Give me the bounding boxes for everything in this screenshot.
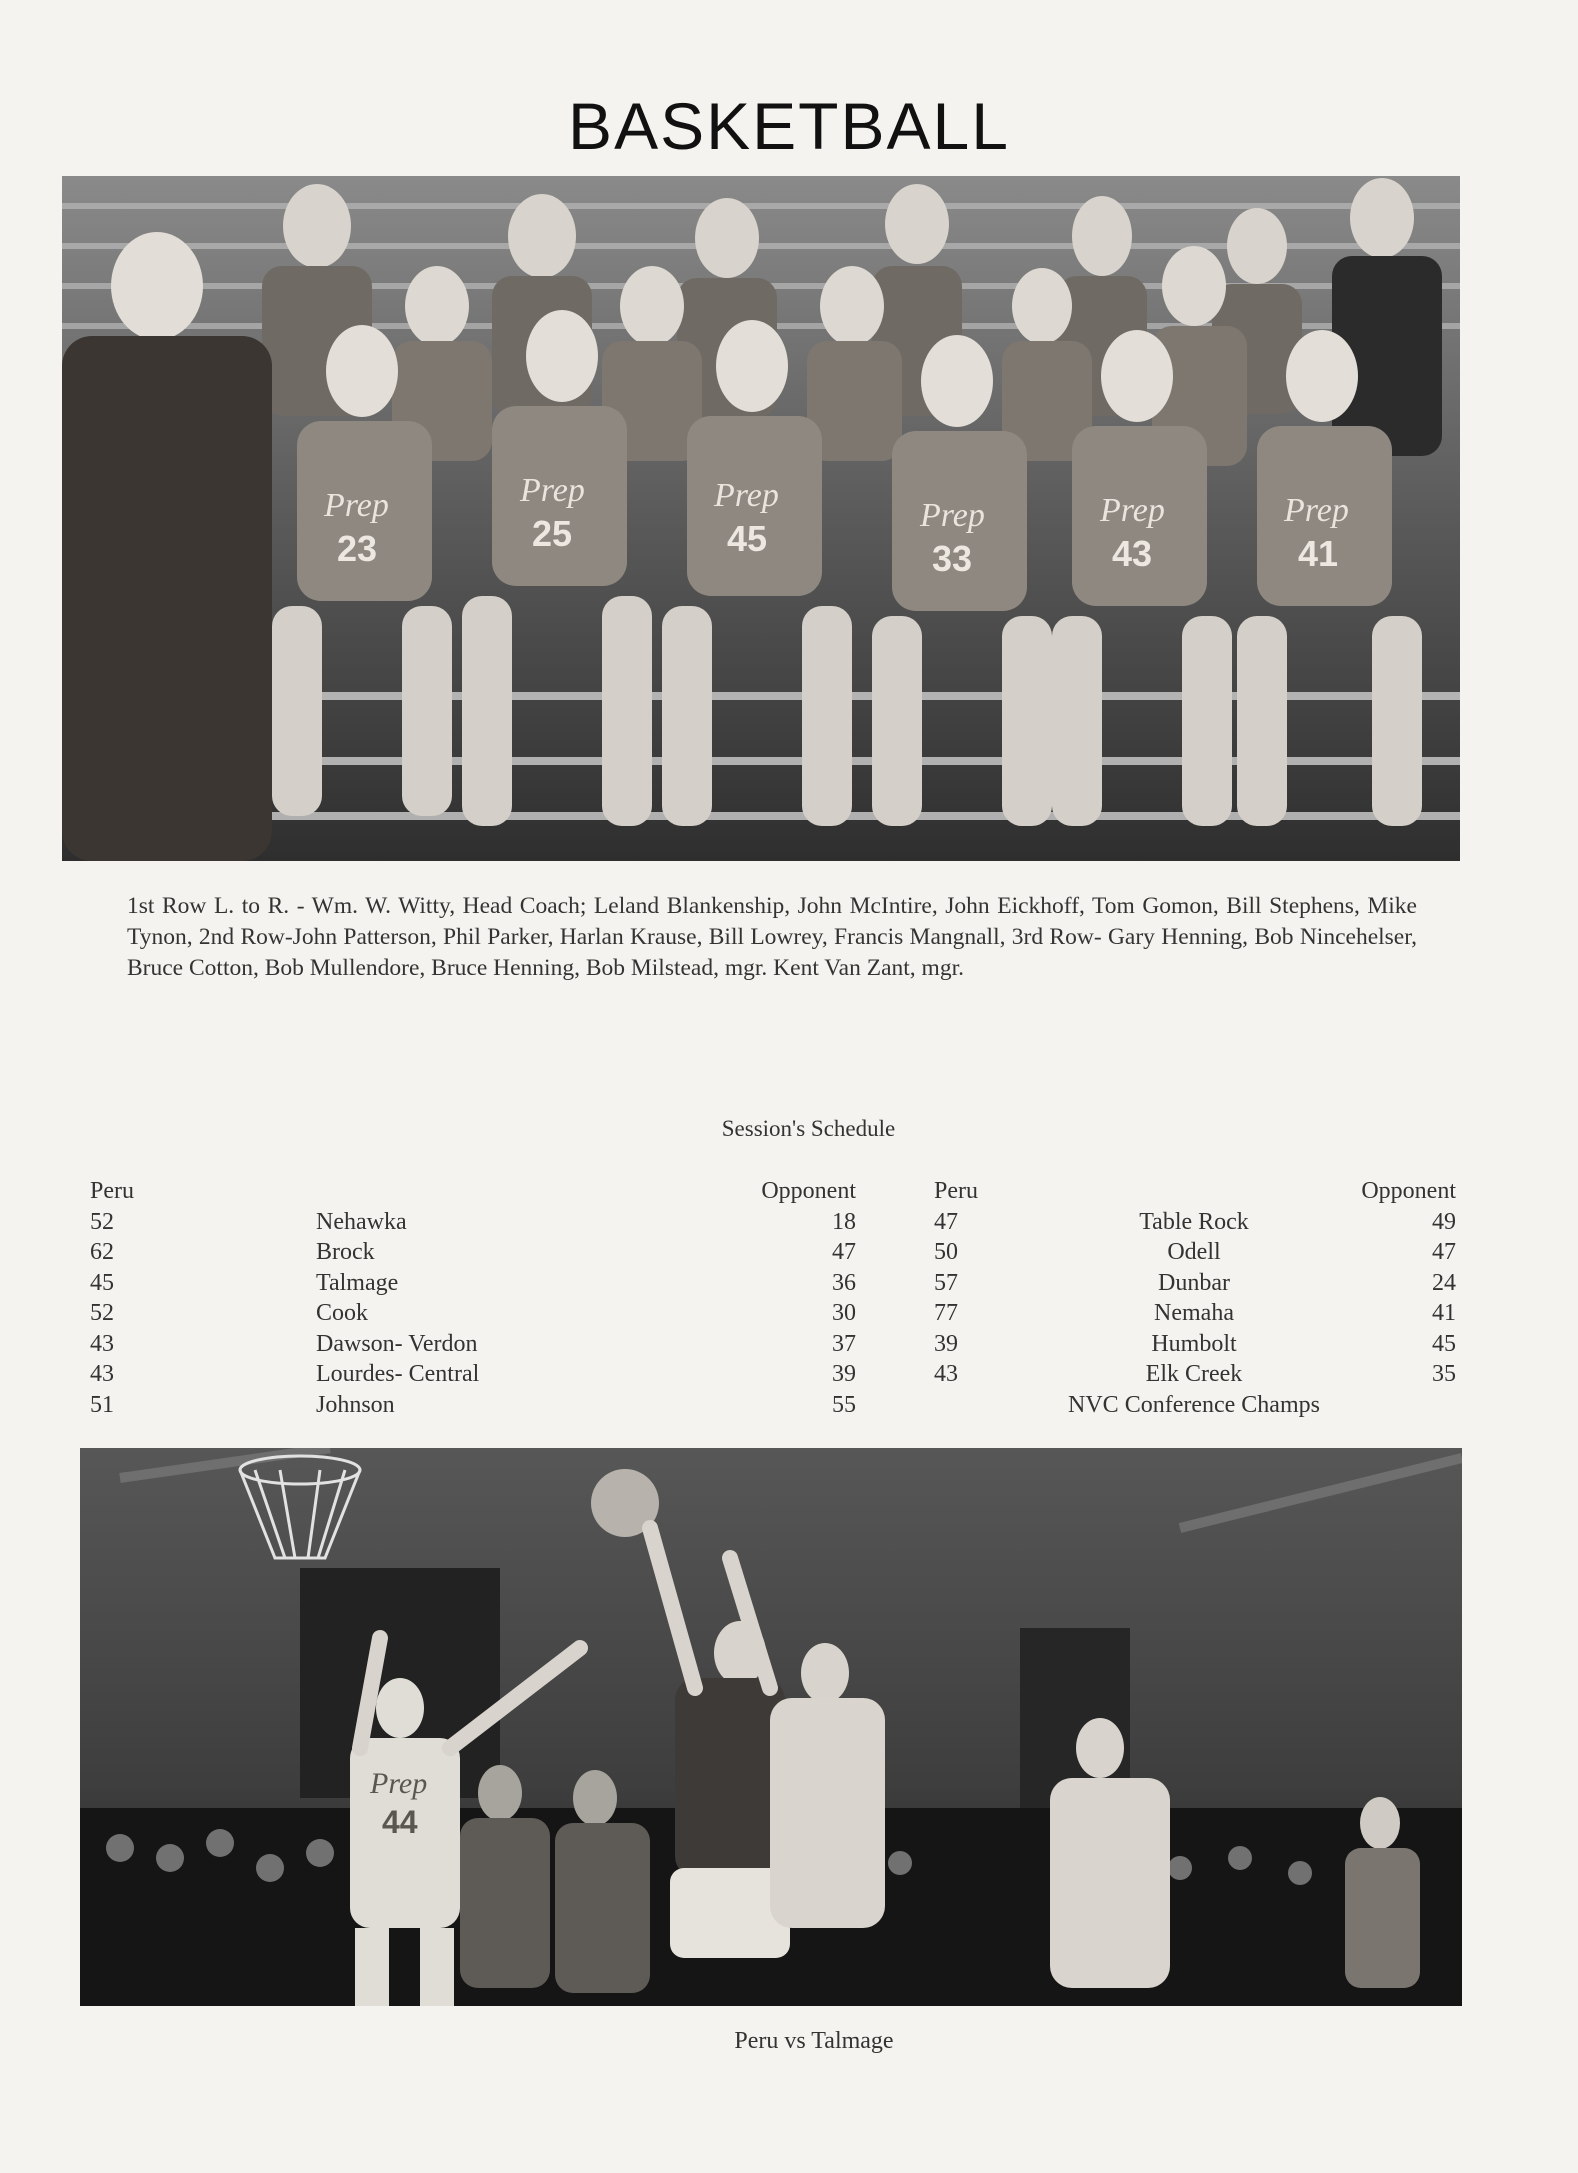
jersey-number: 25: [532, 513, 573, 554]
opponent-score-right: 41: [1432, 1300, 1456, 1326]
schedule-title: Session's Schedule: [721, 1116, 896, 1141]
team-photo: [62, 176, 1460, 861]
schedule-row: [90, 1207, 1456, 1238]
peru-score-left: 52: [90, 1300, 114, 1326]
opponent-name-left: Talmage: [316, 1269, 399, 1296]
opponent-score-right: 24: [1432, 1269, 1456, 1296]
opponent-name-right: Nemaha: [1154, 1300, 1234, 1326]
opponent-score-left: 47: [832, 1239, 856, 1265]
opponent-name-right: Table Rock: [1139, 1208, 1249, 1235]
peru-score-right: 39: [934, 1330, 958, 1357]
schedule-row: [90, 1329, 1456, 1360]
peru-score-right: 43: [934, 1361, 958, 1387]
jersey-word: Prep: [1284, 492, 1349, 529]
peru-score-right: [856, 1390, 1054, 1421]
peru-score-left: 45: [90, 1269, 114, 1296]
opponent-name-left: Brock: [316, 1239, 375, 1265]
jersey-number: 23: [337, 528, 378, 569]
opponent-name-right: Humbolt: [1151, 1330, 1237, 1357]
jersey-word: Prep: [714, 477, 779, 514]
opponent-name-right: Elk Creek: [1145, 1361, 1243, 1387]
header-peru-left: Peru: [90, 1178, 134, 1204]
peru-score-right: 57: [934, 1269, 958, 1296]
opponent-score-left: 18: [832, 1208, 856, 1235]
header-opponent-right: Opponent: [1361, 1178, 1456, 1204]
jersey-word: Prep: [920, 497, 985, 534]
peru-score-right: 50: [934, 1239, 958, 1265]
game-jersey-number: 44: [382, 1804, 418, 1840]
opponent-name-left: Nehawka: [316, 1208, 407, 1235]
opponent-name-left: Cook: [316, 1300, 369, 1326]
opponent-name-left: Johnson: [316, 1391, 395, 1418]
opponent-score-right: 47: [1432, 1239, 1456, 1265]
jersey-number: 33: [932, 538, 973, 579]
opponent-name-left: Dawson- Verdon: [316, 1330, 478, 1357]
game-photo-caption: Peru vs Talmage: [734, 2028, 894, 2054]
conference-note: NVC Conference Champs: [1068, 1391, 1320, 1418]
peru-score-left: 43: [90, 1330, 114, 1357]
jersey-word: Prep: [324, 487, 389, 524]
schedule-row: [90, 1237, 1456, 1268]
peru-score-right: 77: [934, 1300, 958, 1326]
peru-score-left: 62: [90, 1239, 114, 1265]
opponent-score-left: 30: [832, 1300, 856, 1326]
peru-score-left: 51: [90, 1391, 114, 1418]
opponent-name-right: Dunbar: [1158, 1269, 1230, 1296]
peru-score-left: 52: [90, 1208, 114, 1235]
opponent-name-left: Lourdes- Central: [316, 1361, 480, 1387]
opponent-score-right: 35: [1432, 1361, 1456, 1387]
team-photo-image: [62, 176, 1460, 861]
opponent-score-left: 37: [832, 1330, 856, 1357]
jersey-number: 43: [1112, 533, 1153, 574]
peru-score-left: 43: [90, 1361, 114, 1387]
schedule-table: [90, 1176, 1456, 1420]
opponent-score-left: 55: [832, 1391, 856, 1418]
peru-score-right: 47: [934, 1208, 958, 1235]
opponent-score-right: 45: [1432, 1330, 1456, 1357]
jersey-number: 45: [727, 518, 768, 559]
game-photo-image: [80, 1448, 1462, 2006]
schedule-row: [90, 1359, 1456, 1390]
jersey-word: Prep: [1100, 492, 1165, 529]
opponent-score-right: 49: [1432, 1208, 1456, 1235]
team-caption: 1st Row L. to R. - Wm. W. Witty, Head Coach; Leland Blankenship, John McIntire, John Eickhoff, Tom Gomon, Bill Stephens, Mike Tynon, 2nd Row-John Patterson, Phil Parker, Harlan Krause, Bill Lowrey, Francis Mangnall, 3rd Row- Gary Henning, Bob Nincehelser, Bruce Cotton, Bob Mullendore, Bruce Henning, Bob Milstead, mgr. Kent Van Zant, mgr.: [127, 893, 1417, 981]
page-title: BASKETBALL: [568, 89, 1010, 163]
jersey-word: Prep: [520, 472, 585, 509]
header-peru-right: Peru: [934, 1178, 978, 1204]
schedule-row: [90, 1268, 1456, 1299]
opponent-score-left: 39: [832, 1361, 856, 1387]
opponent-score-right: [1334, 1390, 1456, 1421]
opponent-name-right: Odell: [1167, 1239, 1221, 1265]
schedule-row: [90, 1390, 1456, 1421]
opponent-score-left: 36: [832, 1269, 856, 1296]
game-photo: [80, 1448, 1462, 2006]
schedule-row: [90, 1298, 1456, 1329]
jersey-number: 41: [1298, 533, 1339, 574]
game-jersey-word: Prep: [370, 1767, 428, 1800]
header-opponent-left: Opponent: [761, 1178, 856, 1204]
schedule-header-row: [90, 1176, 1456, 1207]
